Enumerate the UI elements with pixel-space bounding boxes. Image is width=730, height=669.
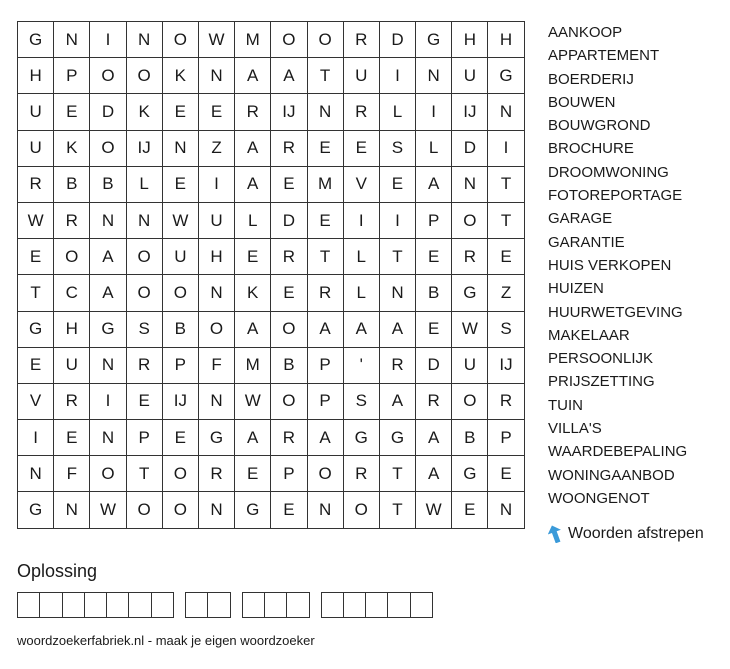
grid-cell[interactable]: B [90, 167, 126, 203]
grid-cell[interactable]: T [308, 58, 344, 94]
grid-cell[interactable]: N [452, 167, 488, 203]
word-list-item: HUIZEN [548, 280, 604, 298]
grid-cell[interactable]: R [344, 22, 380, 58]
grid-cell[interactable]: N [18, 456, 54, 492]
grid-cell[interactable]: E [416, 312, 452, 348]
grid-cell[interactable]: I [380, 58, 416, 94]
word-list-item: AANKOOP [548, 24, 623, 41]
grid-cell[interactable]: C [54, 275, 90, 311]
grid-cell[interactable]: R [308, 275, 344, 311]
grid-cell[interactable]: G [18, 492, 54, 528]
grid-cell[interactable]: O [163, 275, 199, 311]
grid-cell[interactable]: M [235, 348, 271, 384]
grid-cell[interactable]: N [199, 275, 235, 311]
word-search-grid [17, 21, 525, 529]
grid-cell[interactable]: T [380, 456, 416, 492]
grid-cell[interactable]: F [54, 456, 90, 492]
grid-cell[interactable]: O [54, 239, 90, 275]
grid-cell[interactable]: B [54, 167, 90, 203]
grid-cell[interactable]: A [416, 167, 452, 203]
grid-cell[interactable]: A [90, 239, 126, 275]
grid-cell[interactable]: O [344, 492, 380, 528]
grid-cell[interactable]: H [452, 22, 488, 58]
word-list-item: BROCHURE [548, 140, 634, 158]
grid-cell[interactable]: P [163, 348, 199, 384]
grid-cell[interactable]: E [271, 275, 307, 311]
grid-cell[interactable]: E [452, 492, 488, 528]
grid-cell[interactable]: O [163, 492, 199, 528]
grid-cell[interactable]: P [127, 420, 163, 456]
word-list [548, 21, 687, 510]
grid-cell[interactable]: N [127, 203, 163, 239]
grid-cell[interactable]: N [308, 94, 344, 130]
grid-cell[interactable]: Z [199, 131, 235, 167]
grid-cell[interactable]: V [18, 384, 54, 420]
grid-cell[interactable]: O [127, 492, 163, 528]
grid-cell[interactable]: E [235, 239, 271, 275]
grid-cell[interactable]: W [163, 203, 199, 239]
grid-cell[interactable]: E [308, 131, 344, 167]
pointer-arrow-icon [548, 525, 562, 543]
grid-cell[interactable]: O [127, 58, 163, 94]
grid-cell[interactable]: N [380, 275, 416, 311]
grid-cell[interactable]: U [452, 348, 488, 384]
grid-cell[interactable]: E [199, 94, 235, 130]
grid-cell[interactable]: R [54, 203, 90, 239]
grid-cell[interactable]: E [344, 131, 380, 167]
grid-cell[interactable]: N [90, 203, 126, 239]
grid-cell[interactable]: V [344, 167, 380, 203]
grid-cell[interactable]: R [199, 456, 235, 492]
grid-cell[interactable]: G [452, 456, 488, 492]
grid-cell[interactable]: I [380, 203, 416, 239]
grid-cell[interactable]: K [163, 58, 199, 94]
solution-letter-box[interactable] [152, 593, 174, 618]
grid-cell[interactable]: N [90, 348, 126, 384]
grid-cell[interactable]: L [344, 239, 380, 275]
grid-cell[interactable]: E [235, 456, 271, 492]
grid-cell[interactable]: E [18, 348, 54, 384]
grid-cell[interactable]: R [488, 384, 524, 420]
grid-cell[interactable]: O [308, 22, 344, 58]
solution-letter-box[interactable] [85, 593, 107, 618]
grid-cell[interactable]: P [308, 384, 344, 420]
grid-cell[interactable]: U [452, 58, 488, 94]
grid-cell[interactable]: N [199, 58, 235, 94]
solution-boxes [17, 592, 444, 618]
solution-letter-box[interactable] [243, 593, 265, 618]
grid-cell[interactable]: L [344, 275, 380, 311]
grid-cell[interactable]: B [271, 348, 307, 384]
grid-cell[interactable]: IJ [452, 94, 488, 130]
word-list-item: MAKELAAR [548, 326, 630, 344]
word-list-item: VILLA'S [548, 420, 602, 438]
grid-cell[interactable]: M [235, 22, 271, 58]
grid-cell[interactable]: D [90, 94, 126, 130]
word-list-item: PERSOONLIJK [548, 350, 654, 368]
solution-letter-box[interactable] [40, 593, 62, 618]
grid-cell[interactable]: R [344, 94, 380, 130]
grid-cell[interactable]: R [54, 384, 90, 420]
grid-cell[interactable]: G [90, 312, 126, 348]
grid-cell[interactable]: A [380, 312, 416, 348]
grid-cell[interactable]: H [54, 312, 90, 348]
grid-cell[interactable]: W [235, 384, 271, 420]
grid-cell[interactable]: E [127, 384, 163, 420]
grid-cell[interactable]: K [127, 94, 163, 130]
grid-cell[interactable]: R [18, 167, 54, 203]
grid-cell[interactable]: G [344, 420, 380, 456]
grid-cell[interactable]: N [54, 22, 90, 58]
word-list-item: PRIJSZETTING [548, 373, 655, 391]
grid-cell[interactable]: B [163, 312, 199, 348]
word-list-item: BOUWEN [548, 93, 616, 111]
grid-cell[interactable]: R [380, 348, 416, 384]
grid-cell[interactable]: A [271, 58, 307, 94]
word-list-item: DROOMWONING [548, 163, 669, 181]
grid-cell[interactable]: R [271, 131, 307, 167]
grid-cell[interactable]: O [271, 22, 307, 58]
grid-cell[interactable]: N [488, 94, 524, 130]
grid-cell[interactable]: IJ [271, 94, 307, 130]
grid-cell[interactable]: T [308, 239, 344, 275]
word-list-item: GARANTIE [548, 233, 625, 251]
solution-letter-box[interactable] [265, 593, 287, 618]
word-list-item: GARAGE [548, 210, 613, 228]
grid-cell[interactable]: H [18, 58, 54, 94]
grid-cell[interactable]: N [127, 22, 163, 58]
grid-cell[interactable]: N [54, 492, 90, 528]
grid-cell[interactable]: L [235, 203, 271, 239]
grid-cell[interactable]: I [416, 94, 452, 130]
grid-cell[interactable]: E [308, 203, 344, 239]
grid-cell[interactable]: L [416, 131, 452, 167]
grid-cell[interactable]: D [380, 22, 416, 58]
grid-cell[interactable]: E [163, 167, 199, 203]
grid-cell[interactable]: O [127, 275, 163, 311]
grid-cell[interactable]: IJ [488, 348, 524, 384]
grid-cell[interactable]: T [18, 275, 54, 311]
grid-cell[interactable]: K [235, 275, 271, 311]
grid-cell[interactable]: A [416, 420, 452, 456]
solution-letter-box[interactable] [18, 593, 40, 618]
grid-cell[interactable]: G [380, 420, 416, 456]
grid-cell[interactable]: A [235, 167, 271, 203]
strike-words-label: Woorden afstrepen [568, 525, 704, 542]
grid-cell[interactable]: O [127, 239, 163, 275]
word-list-item: WAARDEBEPALING [548, 443, 688, 461]
grid-cell[interactable]: U [344, 58, 380, 94]
grid-cell[interactable]: M [308, 167, 344, 203]
solution-letter-box[interactable] [63, 593, 85, 618]
grid-cell[interactable]: G [452, 275, 488, 311]
grid-cell[interactable]: E [54, 94, 90, 130]
grid-cell[interactable]: E [163, 94, 199, 130]
grid-cell[interactable]: H [199, 239, 235, 275]
grid-cell[interactable]: G [18, 22, 54, 58]
grid-cell[interactable]: O [163, 456, 199, 492]
word-list-item: WOONGENOT [548, 489, 650, 507]
grid-cell[interactable]: E [380, 167, 416, 203]
grid-cell[interactable]: N [308, 492, 344, 528]
grid-cell[interactable]: IJ [163, 384, 199, 420]
grid-cell[interactable]: R [127, 348, 163, 384]
grid-cell[interactable]: P [308, 348, 344, 384]
word-list-item: WONINGAANBOD [548, 466, 675, 484]
grid-cell[interactable]: B [416, 275, 452, 311]
grid-cell[interactable]: T [488, 203, 524, 239]
solution-letter-box[interactable] [411, 593, 433, 618]
solution-word-group [321, 592, 433, 618]
grid-cell[interactable]: E [18, 239, 54, 275]
grid-cell[interactable]: N [199, 492, 235, 528]
word-list-item: HUURWETGEVING [548, 303, 683, 321]
solution-letter-box[interactable] [129, 593, 151, 618]
grid-cell[interactable]: O [90, 58, 126, 94]
solution-word-group [17, 592, 174, 618]
word-list-item: TUIN [548, 396, 583, 414]
grid-cell[interactable]: A [344, 312, 380, 348]
grid-cell[interactable]: U [199, 203, 235, 239]
grid-cell[interactable]: G [18, 312, 54, 348]
grid-cell[interactable]: A [235, 312, 271, 348]
grid-cell[interactable]: O [90, 456, 126, 492]
grid-cell[interactable]: O [163, 22, 199, 58]
grid-cell[interactable]: O [90, 131, 126, 167]
grid-cell[interactable]: U [18, 131, 54, 167]
solution-letter-box[interactable] [208, 593, 230, 618]
grid-cell[interactable]: W [452, 312, 488, 348]
solution-letter-box[interactable] [287, 593, 309, 618]
solution-letter-box[interactable] [344, 593, 366, 618]
grid-cell[interactable]: I [90, 384, 126, 420]
solution-letter-box[interactable] [388, 593, 410, 618]
grid-cell[interactable]: T [127, 456, 163, 492]
grid-cell[interactable]: S [344, 384, 380, 420]
grid-cell[interactable]: G [416, 22, 452, 58]
grid-cell[interactable]: O [452, 203, 488, 239]
solution-letter-box[interactable] [322, 593, 344, 618]
solution-letter-box[interactable] [366, 593, 388, 618]
word-list-item: APPARTEMENT [548, 47, 660, 65]
word-list-item: BOERDERIJ [548, 70, 634, 88]
grid-cell[interactable]: W [18, 203, 54, 239]
grid-cell[interactable]: S [488, 312, 524, 348]
grid-cell[interactable]: A [235, 131, 271, 167]
solution-word-group [185, 592, 231, 618]
grid-cell[interactable]: A [308, 312, 344, 348]
grid-cell[interactable]: E [488, 239, 524, 275]
grid-cell[interactable]: R [271, 239, 307, 275]
grid-cell[interactable]: R [235, 94, 271, 130]
grid-cell[interactable]: I [344, 203, 380, 239]
grid-cell[interactable]: A [380, 384, 416, 420]
grid-cell[interactable]: T [380, 239, 416, 275]
grid-cell[interactable]: P [488, 420, 524, 456]
grid-cell[interactable]: D [452, 131, 488, 167]
grid-cell[interactable]: G [488, 58, 524, 94]
grid-cell[interactable]: S [380, 131, 416, 167]
grid-cell[interactable]: E [416, 239, 452, 275]
grid-cell[interactable]: L [380, 94, 416, 130]
grid-cell[interactable]: N [199, 384, 235, 420]
grid-cell[interactable]: I [18, 420, 54, 456]
solution-word-group [242, 592, 310, 618]
grid-cell[interactable]: A [235, 58, 271, 94]
grid-cell[interactable]: R [271, 420, 307, 456]
grid-cell[interactable]: N [163, 131, 199, 167]
footer-credit: woordzoekerfabriek.nl - maak je eigen woordzoeker [17, 633, 315, 648]
grid-cell[interactable]: W [416, 492, 452, 528]
grid-cell[interactable]: O [271, 384, 307, 420]
grid-cell[interactable]: A [416, 456, 452, 492]
grid-cell[interactable]: E [271, 167, 307, 203]
grid-cell[interactable]: N [488, 492, 524, 528]
grid-cell[interactable]: O [271, 312, 307, 348]
grid-cell[interactable]: T [488, 167, 524, 203]
word-list-item: HUIS VERKOPEN [548, 256, 672, 274]
grid-cell[interactable]: O [452, 384, 488, 420]
grid-cell[interactable]: R [452, 239, 488, 275]
grid-cell[interactable]: A [90, 275, 126, 311]
grid-cell[interactable]: A [235, 420, 271, 456]
grid-cell[interactable]: K [54, 131, 90, 167]
grid-cell[interactable]: N [90, 420, 126, 456]
grid-cell[interactable]: G [199, 420, 235, 456]
grid-cell[interactable]: G [235, 492, 271, 528]
grid-cell[interactable]: L [127, 167, 163, 203]
word-list-item: FOTOREPORTAGE [548, 187, 683, 205]
solution-title: Oplossing [17, 561, 98, 581]
grid-cell[interactable]: I [488, 131, 524, 167]
grid-cell[interactable]: W [90, 492, 126, 528]
grid-cell[interactable]: E [488, 456, 524, 492]
grid-cell[interactable]: U [18, 94, 54, 130]
grid-cell[interactable]: ' [344, 348, 380, 384]
grid-cell[interactable]: F [199, 348, 235, 384]
grid-cell[interactable]: Z [488, 275, 524, 311]
solution-letter-box[interactable] [186, 593, 208, 618]
grid-cell[interactable]: IJ [127, 131, 163, 167]
grid-cell[interactable]: H [488, 22, 524, 58]
grid-cell[interactable]: U [163, 239, 199, 275]
grid-cell[interactable]: R [416, 384, 452, 420]
strike-words-button[interactable] [548, 525, 704, 543]
grid-cell[interactable]: T [380, 492, 416, 528]
grid-cell[interactable]: A [308, 420, 344, 456]
grid-cell[interactable]: O [199, 312, 235, 348]
grid-cell[interactable]: P [271, 456, 307, 492]
grid-cell[interactable]: D [416, 348, 452, 384]
grid-cell[interactable]: R [344, 456, 380, 492]
grid-cell[interactable]: P [416, 203, 452, 239]
grid-cell[interactable]: O [308, 456, 344, 492]
word-list-item: BOUWGROND [548, 117, 651, 135]
grid-cell[interactable]: I [199, 167, 235, 203]
grid-cell[interactable]: S [127, 312, 163, 348]
grid-cell[interactable]: B [452, 420, 488, 456]
grid-cell[interactable]: E [271, 492, 307, 528]
grid-cell[interactable]: P [54, 58, 90, 94]
grid-cell[interactable]: D [271, 203, 307, 239]
grid-cell[interactable]: E [54, 420, 90, 456]
grid-cell[interactable]: W [199, 22, 235, 58]
grid-cell[interactable]: E [163, 420, 199, 456]
grid-cell[interactable]: N [416, 58, 452, 94]
grid-cell[interactable]: I [90, 22, 126, 58]
solution-letter-box[interactable] [107, 593, 129, 618]
grid-cell[interactable]: U [54, 348, 90, 384]
